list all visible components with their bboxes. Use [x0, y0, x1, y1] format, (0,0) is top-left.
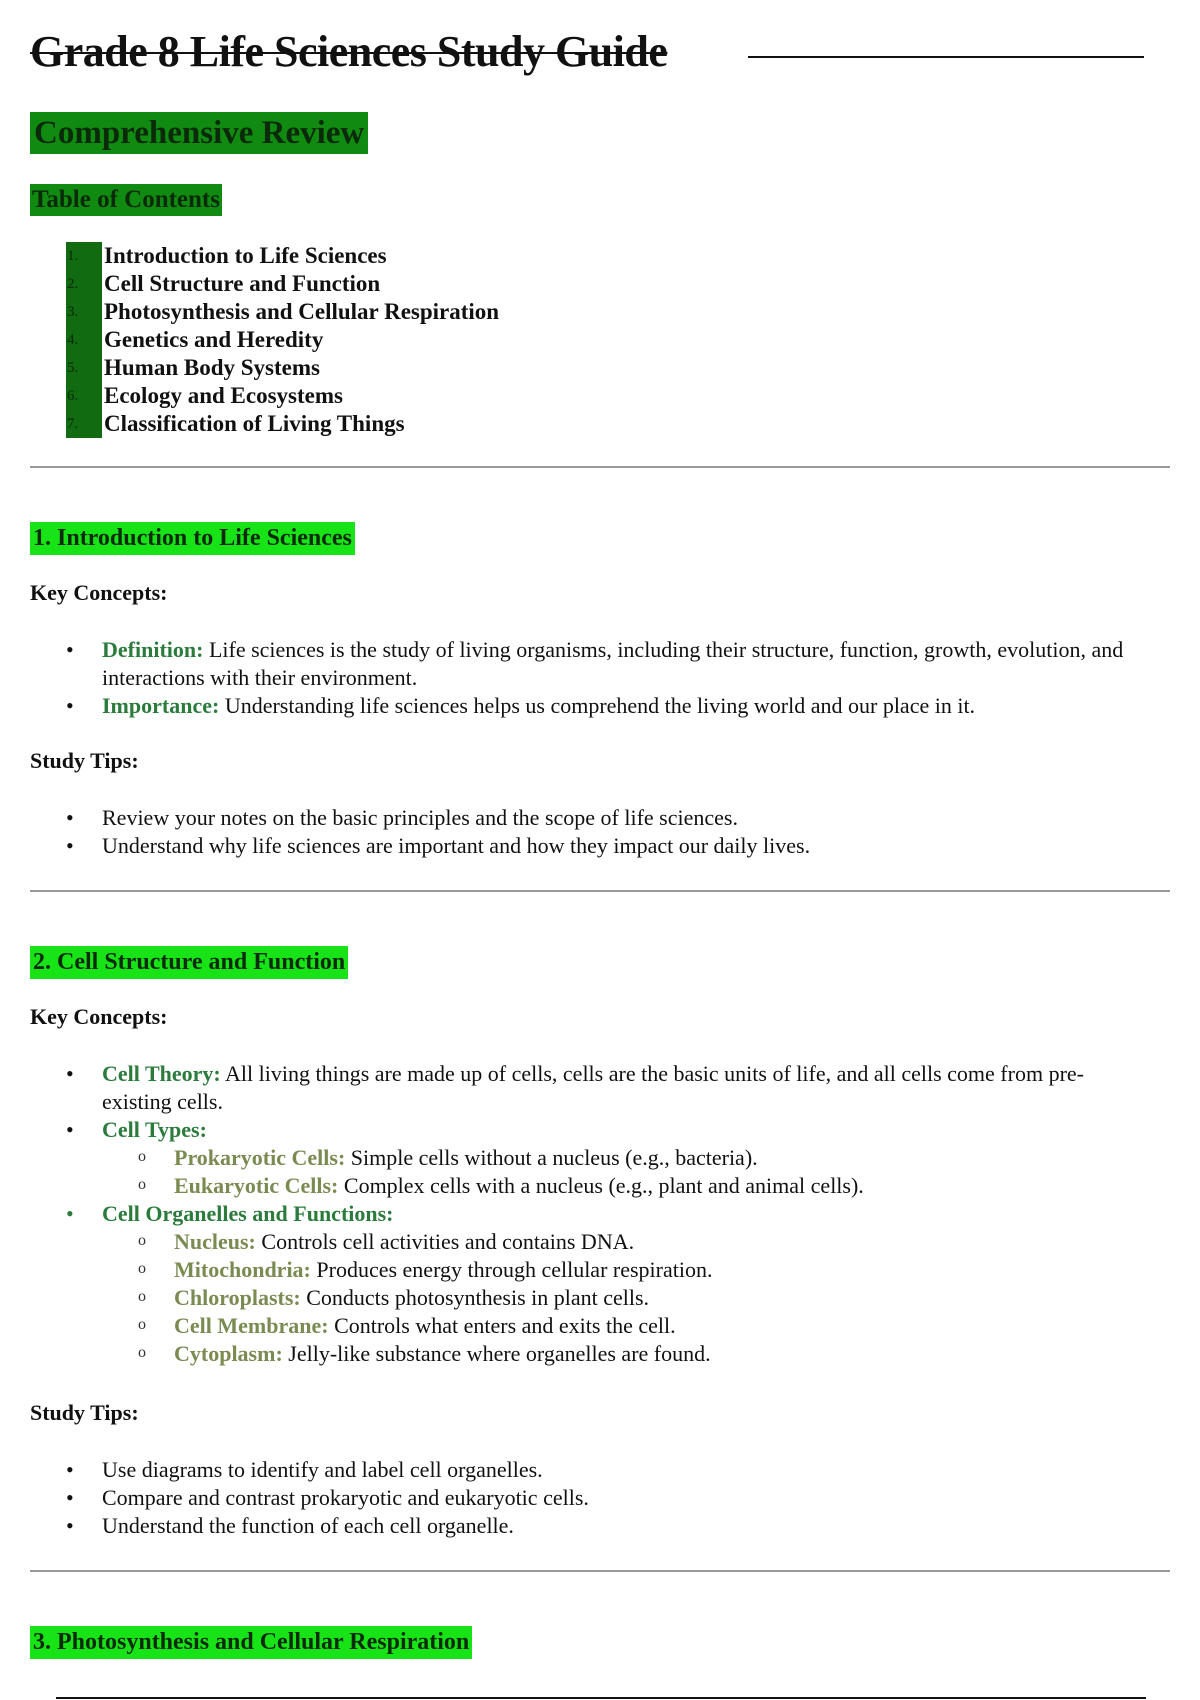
bottom-rule [56, 1697, 1146, 1699]
organelle-term: Chloroplasts: [174, 1285, 301, 1310]
sub-list-item [174, 1228, 1142, 1256]
toc-item-number: 4. [66, 326, 102, 354]
toc-item-label: Introduction to Life Sciences [104, 243, 387, 268]
section-1-key-concepts-label: Key Concepts: [30, 580, 168, 605]
prokaryotic-term: Prokaryotic Cells: [174, 1145, 346, 1170]
toc-item[interactable] [66, 270, 499, 298]
toc-item-number: 2. [66, 270, 102, 298]
toc-item[interactable] [66, 354, 499, 382]
toc-item[interactable] [66, 410, 499, 438]
cell-theory-text: All living things are made up of cells, cells are the basic units of life, and all cells come from pre-existing cells. [102, 1061, 1084, 1114]
sub-list-item [174, 1340, 1142, 1368]
toc-heading: Table of Contents [30, 184, 222, 216]
list-item [102, 692, 1142, 720]
eukaryotic-term: Eukaryotic Cells: [174, 1173, 339, 1198]
importance-term: Importance: [102, 693, 220, 718]
toc-item[interactable] [66, 326, 499, 354]
eukaryotic-text: Complex cells with a nucleus (e.g., plant and animal cells). [338, 1173, 864, 1198]
section-2-study-tips [102, 1456, 1142, 1540]
list-item: • Review your notes on the basic principles and the scope of life sciences. [102, 804, 1142, 832]
toc-item-number: 5. [66, 354, 102, 382]
section-1-key-concepts [102, 636, 1142, 720]
sub-list-item [174, 1284, 1142, 1312]
sub-list-item [174, 1256, 1142, 1284]
toc-item[interactable] [66, 242, 499, 270]
cell-theory-term: Cell Theory: [102, 1061, 221, 1086]
subtitle: Comprehensive Review [30, 112, 368, 154]
section-3-title: 3. Photosynthesis and Cellular Respiration [30, 1626, 472, 1659]
section-2-key-concepts-label: Key Concepts: [30, 1004, 168, 1029]
cell-types-sublist [102, 1144, 1142, 1200]
section-2-title: 2. Cell Structure and Function [30, 946, 348, 979]
page-title: Grade 8 Life Sciences Study Guide [30, 27, 668, 76]
toc-item-label: Genetics and Heredity [104, 327, 324, 352]
organelle-text: Controls cell activities and contains DNA. [255, 1229, 635, 1254]
organelle-text: Produces energy through cellular respiration. [310, 1257, 713, 1282]
organelle-text: Controls what enters and exits the cell. [328, 1313, 676, 1338]
organelle-term: Mitochondria: [174, 1257, 311, 1282]
prokaryotic-text: Simple cells without a nucleus (e.g., bacteria). [345, 1145, 758, 1170]
organelle-term: Nucleus: [174, 1229, 256, 1254]
toc-item-number: 6. [66, 382, 102, 410]
sub-list-item [174, 1144, 1142, 1172]
section-divider [30, 890, 1170, 892]
table-of-contents [66, 242, 499, 438]
title-rule [748, 56, 1144, 58]
toc-item-label: Photosynthesis and Cellular Respiration [104, 299, 500, 324]
toc-item-label: Human Body Systems [104, 355, 320, 380]
organelle-term: Cytoplasm: [174, 1341, 283, 1366]
section-2-study-tips-label: Study Tips: [30, 1400, 139, 1425]
organelles-sublist [102, 1228, 1142, 1368]
list-item [102, 636, 1142, 692]
importance-text: Understanding life sciences helps us comprehend the living world and our place in it. [219, 693, 976, 718]
organelle-text: Conducts photosynthesis in plant cells. [300, 1285, 650, 1310]
organelle-text: Jelly-like substance where organelles are found. [282, 1341, 711, 1366]
sub-list-item [174, 1172, 1142, 1200]
list-item: • Compare and contrast prokaryotic and eukaryotic cells. [102, 1484, 1142, 1512]
list-item: • Use diagrams to identify and label cell organelles. [102, 1456, 1142, 1484]
toc-item-number: 3. [66, 298, 102, 326]
list-item [102, 1116, 1142, 1200]
list-item [102, 1060, 1142, 1116]
section-1-study-tips-label: Study Tips: [30, 748, 139, 773]
toc-item[interactable] [66, 298, 499, 326]
toc-item-number: 1. [66, 242, 102, 270]
list-item [102, 1200, 1142, 1368]
list-item: • Understand why life sciences are important and how they impact our daily lives. [102, 832, 1142, 860]
toc-item-number: 7. [66, 410, 102, 438]
section-divider [30, 466, 1170, 468]
organelle-term: Cell Membrane: [174, 1313, 329, 1338]
section-2-key-concepts [102, 1060, 1142, 1368]
cell-types-term: Cell Types: [102, 1117, 207, 1142]
toc-item[interactable] [66, 382, 499, 410]
toc-item-label: Cell Structure and Function [104, 271, 381, 296]
list-item: • Understand the function of each cell organelle. [102, 1512, 1142, 1540]
definition-text: Life sciences is the study of living organisms, including their structure, function, growth, evolution, and interactions with their environment. [102, 637, 1124, 690]
sub-list-item [174, 1312, 1142, 1340]
section-divider [30, 1570, 1170, 1572]
section-1-study-tips [102, 804, 1142, 860]
organelles-term: Cell Organelles and Functions: [102, 1201, 394, 1226]
toc-item-label: Ecology and Ecosystems [104, 383, 343, 408]
definition-term: Definition: [102, 637, 204, 662]
section-1-title: 1. Introduction to Life Sciences [30, 522, 355, 555]
toc-item-label: Classification of Living Things [104, 411, 405, 436]
